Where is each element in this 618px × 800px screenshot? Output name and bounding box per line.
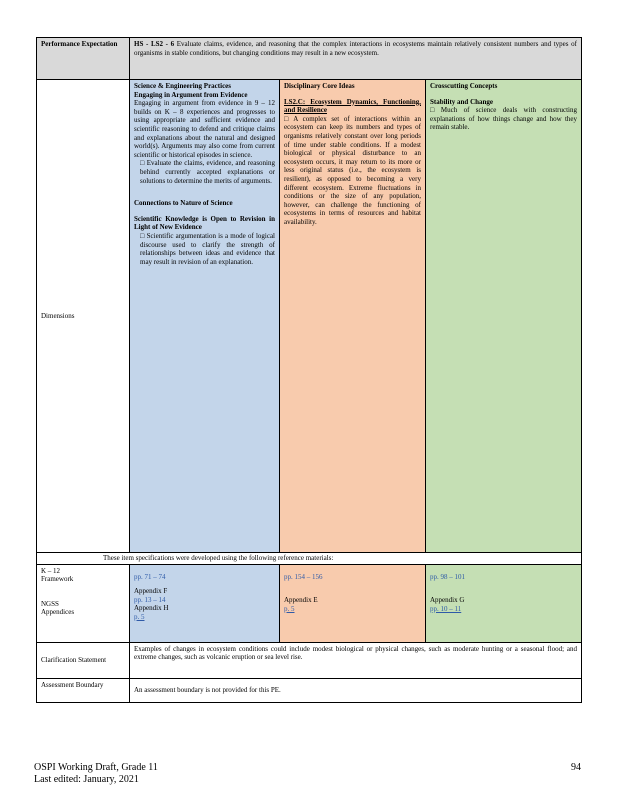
ngss-label: NGSS Appendices <box>41 599 75 617</box>
dimensions-label: Dimensions <box>37 80 130 553</box>
col1-appendix2: Appendix H <box>134 604 169 613</box>
dci-bullet: □ A complex set of interactions within an ecosystem can keep its numbers and types of organisms relatively constant over long periods of time under stable conditions. If a modest biological or physical disturbance to an ecosystem occurs, it may return to its more or less original status (i.e., the ecosystem is resilient), as opposed to becoming a very different ecosystem. Extreme fluctuations in conditions or the size of any population, however, can challenge the functioning of ecosystems in terms of resources and habitat availability. <box>284 115 421 227</box>
col3-framework-link[interactable]: pp. 98 – 101 <box>430 572 465 581</box>
ccc-bullet: □ Much of science deals with constructing explanations of how things change and how they remain stable. <box>430 106 577 132</box>
sep-column <box>130 80 280 553</box>
refs-col2 <box>280 564 426 642</box>
clarification-label: Clarification Statement <box>37 642 130 678</box>
sep-sub1: Engaging in Argument from Evidence <box>134 90 248 99</box>
ccc-heading: Crosscutting Concepts <box>430 82 498 90</box>
col1-appendix1: Appendix F <box>134 587 168 596</box>
clarification-text: Examples of changes in ecosystem conditions could include modest biological or physical changes, such as moderate hunting or a seasonal flood; and extreme changes, such as volcanic eruption or sea level rise. <box>130 642 582 678</box>
sep-bullet: □ Evaluate the claims, evidence, and reasoning behind currently accepted explanations or solutions to determine the merits of arguments. <box>134 159 275 185</box>
ccc-sub: Stability and Change <box>430 97 494 106</box>
footer-draft: OSPI Working Draft, Grade 11 <box>34 762 158 773</box>
k12-label: K – 12 Framework <box>41 566 74 584</box>
col1-framework-link[interactable]: pp. 71 – 74 <box>134 572 166 581</box>
sep-intro: Engaging in argument from evidence in 9 – 12 builds on K – 8 experiences and progresses to using appropriate and sufficient evidence and scientific reasoning to defend and critique claims and explanations about the natural and designed world(s). Arguments may also come from current scientific or historical episodes in science. <box>134 99 275 159</box>
dci-sub: LS2.C: Ecosystem Dynamics, Functioning, and Resilience <box>284 97 421 115</box>
clarification-row <box>37 642 582 678</box>
ccc-column <box>426 80 582 553</box>
performance-text <box>130 38 582 80</box>
sep-heading: Science & Engineering Practices <box>134 82 232 90</box>
performance-description: Evaluate claims, evidence, and reasoning that the complex interactions in ecosystems maintain relatively consistent numbers and types of organisms in stable conditions, but changing conditions may result in a new ecosystem. <box>134 40 577 57</box>
sep-connections: Connections to Nature of Science <box>134 199 233 208</box>
references-row <box>37 564 582 642</box>
col2-appendix1: Appendix E <box>284 596 318 605</box>
refs-col1 <box>130 564 280 642</box>
assessment-label: Assessment Boundary <box>37 678 130 702</box>
performance-label: Performance Expectation <box>37 38 130 80</box>
col1-appendix2-link[interactable]: p. 5 <box>134 612 145 621</box>
references-labels <box>37 564 130 642</box>
dci-column <box>280 80 426 553</box>
col2-framework-link[interactable]: pp. 154 – 156 <box>284 572 323 581</box>
footer-left <box>34 762 158 786</box>
performance-row <box>37 38 582 80</box>
col3-appendix1-link[interactable]: pp. 10 – 11 <box>430 604 462 613</box>
refs-col3 <box>426 564 582 642</box>
references-intro: These item specifications were developed using the following reference materials: <box>37 553 582 565</box>
performance-code: HS - LS2 - 6 <box>134 40 175 48</box>
footer-edited: Last edited: January, 2021 <box>34 774 139 785</box>
assessment-row <box>37 678 582 702</box>
item-spec-table <box>36 37 582 703</box>
dci-heading: Disciplinary Core Ideas <box>284 82 355 90</box>
col3-appendix1: Appendix G <box>430 596 465 605</box>
dimensions-row <box>37 80 582 553</box>
references-intro-row <box>37 553 582 565</box>
col1-appendix1-link[interactable]: pp. 13 – 14 <box>134 595 166 604</box>
sep-sub2: Scientific Knowledge is Open to Revision in Light of New Evidence <box>134 214 275 232</box>
sep-bullet2: □ Scientific argumentation is a mode of logical discourse used to clarify the strength of relationships between ideas and evidence that may result in revision of an explanation. <box>134 232 275 266</box>
page-number: 94 <box>571 762 581 773</box>
assessment-text: An assessment boundary is not provided for this PE. <box>130 678 582 702</box>
col2-appendix1-link[interactable]: p. 5 <box>284 604 295 613</box>
